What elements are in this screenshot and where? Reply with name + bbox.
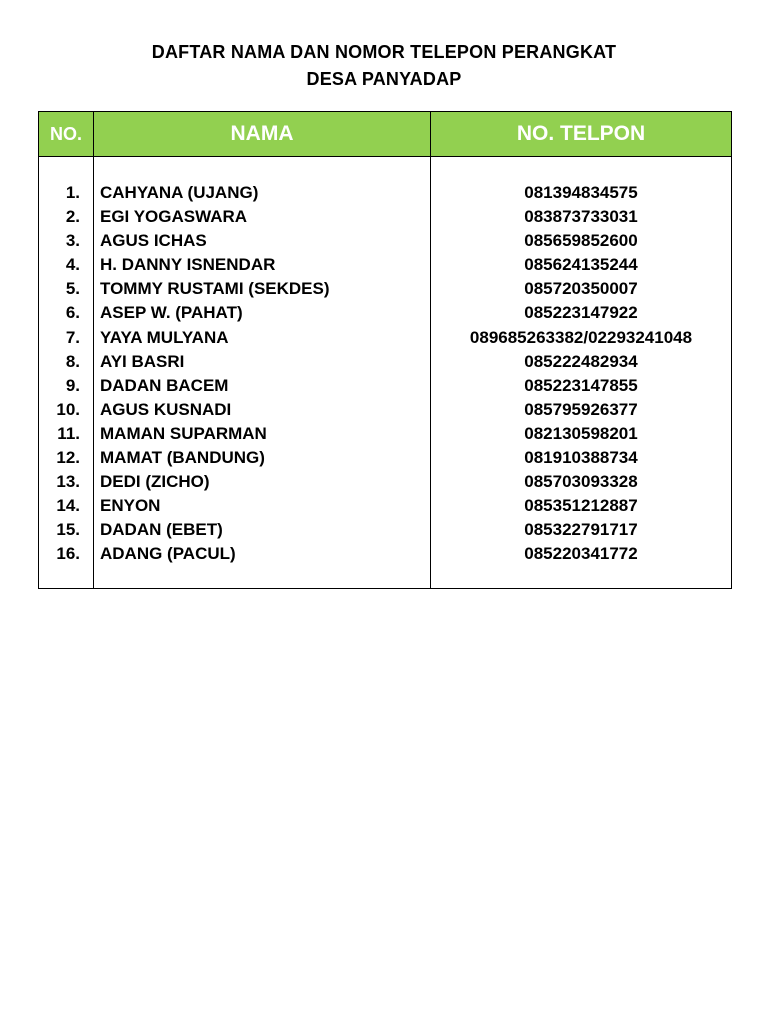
row-name: YAYA MULYANA <box>100 327 229 347</box>
row-name: DEDI (ZICHO) <box>100 472 210 492</box>
table-row <box>39 350 731 374</box>
table-row <box>39 374 731 398</box>
row-name: EGI YOGASWARA <box>100 207 248 227</box>
table-row <box>39 205 731 229</box>
row-phone: 083873733031 <box>524 207 638 227</box>
table-row <box>39 398 731 422</box>
row-name: DADAN BACEM <box>100 375 229 395</box>
row-name: CAHYANA (UJANG) <box>100 183 259 202</box>
header-telpon: NO. TELPON <box>516 122 646 145</box>
table-row <box>39 494 731 518</box>
row-phone: 081394834575 <box>524 183 638 202</box>
row-phone: 085659852600 <box>524 231 638 251</box>
row-phone: 085322791717 <box>524 520 638 540</box>
table-row <box>39 422 731 446</box>
table-row <box>39 446 731 470</box>
row-name: AYI BASRI <box>100 351 185 371</box>
row-name: MAMAN SUPARMAN <box>100 423 267 443</box>
row-phone: 085624135244 <box>524 255 638 275</box>
document-title-line-1: DAFTAR NAMA DAN NOMOR TELEPON PERANGKAT <box>151 42 617 62</box>
table-row <box>39 542 731 566</box>
row-phone: 085220341772 <box>524 544 638 564</box>
row-number: 2. <box>65 207 80 227</box>
row-number: 1. <box>65 183 80 202</box>
table-row <box>39 181 731 205</box>
header-no: NO. <box>49 124 82 144</box>
row-phone: 085351212887 <box>524 496 638 516</box>
row-number: 7. <box>65 327 80 347</box>
row-name: MAMAT (BANDUNG) <box>100 448 265 468</box>
table-row <box>39 470 731 494</box>
row-number: 10. <box>56 399 80 419</box>
row-number: 4. <box>65 255 80 275</box>
table-row <box>39 277 731 301</box>
table-header <box>39 112 731 157</box>
row-name: AGUS ICHAS <box>100 231 207 251</box>
row-name: ENYON <box>100 496 161 516</box>
header-nama: NAMA <box>230 122 294 145</box>
row-number: 11. <box>57 423 80 443</box>
row-phone: 085222482934 <box>524 351 638 371</box>
row-name: H. DANNY ISNENDAR <box>100 255 276 275</box>
table-row <box>39 301 731 325</box>
row-name: AGUS KUSNADI <box>100 399 232 419</box>
row-number: 13. <box>56 472 80 492</box>
table-body <box>39 181 731 567</box>
row-name: ASEP W. (PAHAT) <box>100 303 243 323</box>
row-number: 16. <box>56 544 80 564</box>
contact-table <box>38 111 732 589</box>
row-name: DADAN (EBET) <box>100 520 223 540</box>
row-number: 14. <box>56 496 80 516</box>
row-number: 12. <box>56 448 80 468</box>
row-phone: 085223147855 <box>524 375 638 395</box>
row-phone: 089685263382/02293241048 <box>469 327 693 347</box>
row-number: 9. <box>65 375 80 395</box>
row-name: ADANG (PACUL) <box>100 544 236 564</box>
row-number: 8. <box>65 351 80 371</box>
row-phone: 081910388734 <box>524 448 638 468</box>
document-title-line-2: DESA PANYADAP <box>306 69 462 89</box>
row-number: 5. <box>65 279 80 299</box>
row-phone: 085795926377 <box>524 399 638 419</box>
row-number: 15. <box>56 520 80 540</box>
table-row <box>39 229 731 253</box>
row-phone: 085703093328 <box>524 472 638 492</box>
row-phone: 082130598201 <box>524 423 638 443</box>
row-number: 3. <box>65 231 80 251</box>
row-name: TOMMY RUSTAMI (SEKDES) <box>100 279 330 299</box>
row-phone: 085223147922 <box>524 303 638 323</box>
table-row <box>39 253 731 277</box>
table-row <box>39 518 731 542</box>
row-phone: 085720350007 <box>524 279 638 299</box>
table-row <box>39 326 731 350</box>
row-number: 6. <box>65 303 80 323</box>
